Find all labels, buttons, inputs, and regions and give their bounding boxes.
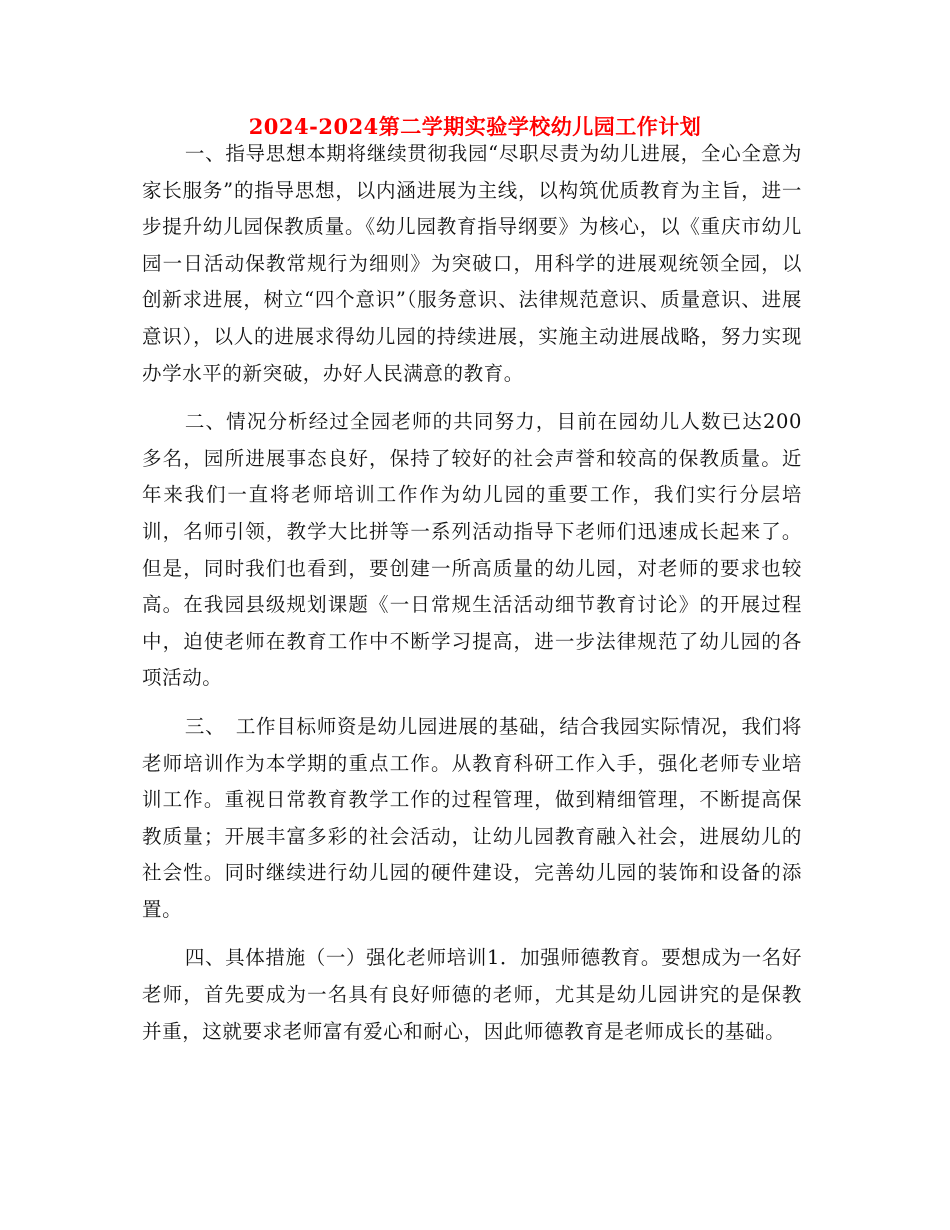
paragraph-situation-analysis: 二、情况分析经过全园老师的共同努力，目前在园幼儿人数已达200多名，园所进展事态良好，保持了较好的社会声誉和较高的保教质量。近年来我们一直将老师培训工作作为幼儿园的重要工作，我们实行分层培训，名师引领，教学大比拼等一系列活动指导下老师们迅速成长起来了。但是，同时我们也看到，要创建一所高质量的幼儿园，对老师的要求也较高。在我园县级规划课题《一日常规生活活动细节教育讨论》的开展过程中，迫使老师在教育工作中不断学习提高，进一步法律规范了幼儿园的各项活动。 bbox=[142, 410, 802, 690]
document-body bbox=[142, 136, 802, 1062]
paragraph-guiding-ideology: 一、指导思想本期将继续贯彻我园“尽职尽责为幼儿进展，全心全意为家长服务”的指导思想，以内涵进展为主线，以构筑优质教育为主旨，进一步提升幼儿园保教质量。《幼儿园教育指导纲要》为核心，以《重庆市幼儿园一日活动保教常规行为细则》为突破口，用科学的进展观统领全园，以创新求进展，树立“四个意识”（服务意识、法律规范意识、质量意识、进展意识），以人的进展求得幼儿园的持续进展，实施主动进展战略，努力实现办学水平的新突破，办好人民满意的教育。 bbox=[142, 142, 802, 385]
document-title: 2024-2024第二学期实验学校幼儿园工作计划 bbox=[248, 114, 702, 139]
paragraph-work-goals: 三、 工作目标师资是幼儿园进展的基础，结合我园实际情况，我们将老师培训作为本学期的重点工作。从教育科研工作入手，强化老师专业培训工作。重视日常教育教学工作的过程管理，做到精细管理，不断提高保教质量；开展丰富多彩的社会活动，让幼儿园教育融入社会，进展幼儿的社会性。同时继续进行幼儿园的硬件建设，完善幼儿园的装饰和设备的添置。 bbox=[142, 714, 802, 921]
paragraph-specific-measures: 四、具体措施（一）强化老师培训1．加强师德教育。要想成为一名好老师，首先要成为一名具有良好师德的老师，尤其是幼儿园讲究的是保教并重，这就要求老师富有爱心和耐心，因此师德教育是老师成长的基础。 bbox=[142, 946, 802, 1043]
